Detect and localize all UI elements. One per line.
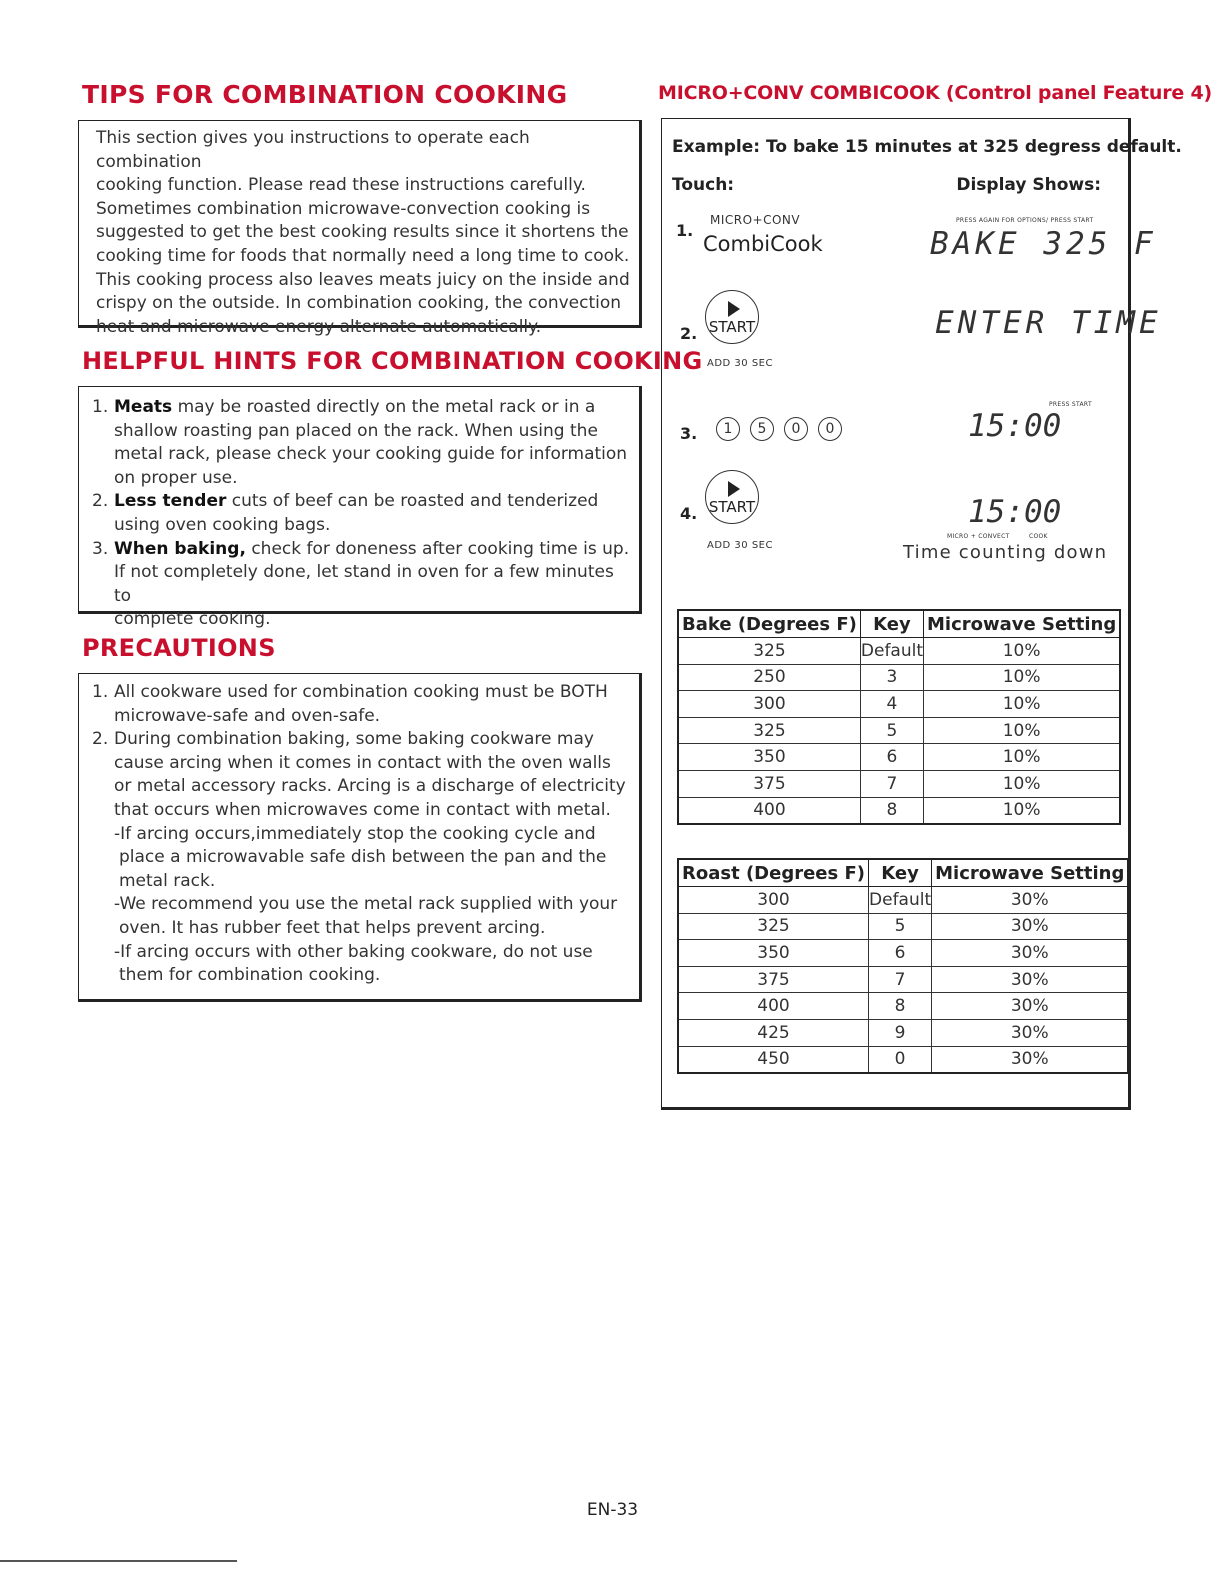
table-cell: Default: [869, 887, 932, 914]
table-cell: 400: [678, 797, 860, 824]
precautions-heading: PRECAUTIONS: [82, 634, 276, 662]
divider: [0, 1560, 237, 1562]
column-header: Roast (Degrees F): [678, 859, 869, 887]
table-row: [678, 664, 1120, 691]
tips-heading: TIPS FOR COMBINATION COOKING: [82, 80, 568, 109]
table-cell: 30%: [932, 1046, 1129, 1073]
start-button[interactable]: [705, 290, 759, 344]
lcd-display: ENTER TIME: [935, 305, 1162, 341]
table-cell: 300: [678, 887, 869, 914]
precaution-text: place a microwavable safe dish between the pan and the: [119, 847, 607, 868]
start-label: START: [708, 318, 756, 336]
table-cell: 0: [869, 1046, 932, 1073]
table-row: [678, 797, 1120, 824]
table-cell: 10%: [924, 664, 1121, 691]
hint-number: 3.: [92, 538, 109, 559]
precaution-text: oven. It has rubber feet that helps prevent arcing.: [119, 917, 546, 938]
hints-heading: HELPFUL HINTS FOR COMBINATION COOKING: [82, 347, 703, 375]
bake-table: [677, 609, 1121, 825]
hint-text: If not completely done, let stand in oven for a few minutes to: [114, 562, 614, 606]
lcd-display: BAKE 325 F: [930, 226, 1157, 262]
display-note: COOK: [1029, 533, 1048, 540]
hint-item-1: [92, 396, 633, 490]
table-cell: 30%: [932, 993, 1129, 1020]
table-cell: 325: [678, 638, 860, 665]
table-cell: 6: [860, 744, 923, 771]
table-header-row: [678, 610, 1120, 638]
hint-text: check for doneness after cooking time is up.: [245, 538, 630, 559]
number-keys: [716, 417, 842, 441]
table-row: [678, 770, 1120, 797]
hint-number: 2.: [92, 491, 109, 512]
table-cell: 375: [678, 770, 860, 797]
table-cell: 425: [678, 1019, 869, 1046]
hint-item-2: [92, 490, 633, 537]
table-cell: 8: [869, 993, 932, 1020]
precaution-item-2: [92, 728, 633, 822]
display-note: MICRO + CONVECT: [947, 533, 1010, 540]
table-row: [678, 717, 1120, 744]
lcd-display: 15:00: [968, 408, 1062, 444]
table-cell: Default: [860, 638, 923, 665]
table-cell: 10%: [924, 744, 1121, 771]
column-header: Key: [860, 610, 923, 638]
table-row: [678, 887, 1128, 914]
play-icon: [728, 301, 740, 317]
hint-item-3: [92, 538, 633, 632]
start-button[interactable]: [705, 470, 759, 524]
precaution-text: microwave-safe and oven-safe.: [114, 705, 381, 726]
display-note: PRESS START: [1049, 401, 1092, 408]
table-cell: 450: [678, 1046, 869, 1073]
column-header: Microwave Setting: [924, 610, 1121, 638]
start-label: START: [708, 498, 756, 516]
precaution-item-1: [92, 681, 633, 728]
table-cell: 10%: [924, 638, 1121, 665]
time-counting-caption: Time counting down: [903, 542, 1108, 563]
hint-text: may be roasted directly on the metal rack or in a: [172, 397, 596, 417]
tips-line: heat and microwave energy alternate automatically.: [96, 316, 542, 337]
precaution-text: or metal accessory racks. Arcing is a discharge of electricity: [114, 776, 626, 797]
table-row: [678, 913, 1128, 940]
table-cell: 350: [678, 744, 860, 771]
table-cell: 8: [860, 797, 923, 824]
table-row: [678, 1019, 1128, 1046]
number-key-0[interactable]: 0: [784, 417, 808, 441]
hint-text: metal rack, please check your cooking guide for information: [114, 444, 628, 465]
table-row: [678, 940, 1128, 967]
add-30-sec-label: ADD 30 SEC: [707, 358, 773, 369]
add-30-sec-label: ADD 30 SEC: [707, 540, 773, 551]
hint-bold: Less tender: [114, 491, 227, 512]
precaution-note: [92, 823, 633, 894]
table-cell: 30%: [932, 913, 1129, 940]
table-cell: 4: [860, 691, 923, 718]
column-header: Key: [869, 859, 932, 887]
column-header: Microwave Setting: [932, 859, 1129, 887]
precaution-text: During combination baking, some baking cookware may: [114, 729, 594, 750]
table-cell: 7: [869, 966, 932, 993]
column-header: Bake (Degrees F): [678, 610, 860, 638]
example-text: Example: To bake 15 minutes at 325 degress default.: [672, 137, 1182, 157]
precaution-text: that occurs when microwaves come in contact with metal.: [114, 799, 611, 820]
number-key-5[interactable]: 5: [750, 417, 774, 441]
roast-table: [677, 858, 1129, 1074]
table-cell: 9: [869, 1019, 932, 1046]
table-row: [678, 744, 1120, 771]
display-note: PRESS AGAIN FOR OPTIONS/ PRESS START: [956, 217, 1094, 224]
table-cell: 30%: [932, 887, 1129, 914]
hint-text: shallow roasting pan placed on the rack. When using the: [114, 420, 598, 441]
table-cell: 325: [678, 913, 869, 940]
table-cell: 30%: [932, 940, 1129, 967]
tips-line: suggested to get the best cooking results since it shortens the: [96, 222, 629, 243]
table-row: [678, 691, 1120, 718]
tips-line: cooking function. Please read these instructions carefully.: [96, 175, 586, 196]
table-row: [678, 1046, 1128, 1073]
table-row: [678, 993, 1128, 1020]
table-cell: 10%: [924, 797, 1121, 824]
step-1-number: 1.: [676, 221, 694, 240]
precaution-text: -If arcing occurs with other baking cookware, do not use: [114, 941, 593, 962]
table-cell: 3: [860, 664, 923, 691]
precaution-text: All cookware used for combination cooking must be BOTH: [114, 682, 608, 702]
table-cell: 400: [678, 993, 869, 1020]
table-cell: 10%: [924, 691, 1121, 718]
touch-label: Touch:: [672, 175, 735, 195]
hint-bold: Meats: [114, 397, 173, 417]
number-key-1[interactable]: 1: [716, 417, 740, 441]
precaution-number: 2.: [92, 729, 109, 750]
precaution-number: 1.: [92, 682, 109, 702]
precaution-text: them for combination cooking.: [119, 965, 381, 986]
table-cell: 10%: [924, 770, 1121, 797]
display-shows-label: Display Shows:: [956, 175, 1101, 195]
table-row: [678, 966, 1128, 993]
hint-bold: When baking,: [114, 538, 246, 559]
number-key-0[interactable]: 0: [818, 417, 842, 441]
tips-line: cooking time for foods that normally need a long time to cook.: [96, 245, 630, 266]
hint-text: using oven cooking bags.: [114, 514, 331, 535]
table-cell: 300: [678, 691, 860, 718]
precautions-box: [78, 673, 642, 1002]
table-cell: 375: [678, 966, 869, 993]
tips-line: This cooking process also leaves meats juicy on the inside and: [96, 269, 630, 290]
table-cell: 6: [869, 940, 932, 967]
tips-line: This section gives you instructions to operate each combination: [96, 128, 530, 172]
precaution-text: -We recommend you use the metal rack supplied with your: [114, 894, 618, 915]
table-cell: 350: [678, 940, 869, 967]
hint-text: cuts of beef can be roasted and tenderized: [226, 491, 599, 512]
precaution-text: -If arcing occurs,immediately stop the cooking cycle and: [114, 823, 596, 844]
table-cell: 10%: [924, 717, 1121, 744]
table-cell: 5: [860, 717, 923, 744]
lcd-display: 15:00: [968, 494, 1062, 530]
table-cell: 250: [678, 664, 860, 691]
step-3-number: 3.: [680, 424, 698, 443]
tips-box: [78, 120, 642, 337]
step-2-number: 2.: [680, 324, 698, 343]
play-icon: [728, 481, 740, 497]
step-4-number: 4.: [680, 504, 698, 523]
precaution-note: [92, 941, 633, 988]
table-row: [678, 638, 1120, 665]
precaution-text: metal rack.: [119, 870, 216, 891]
page-number: EN-33: [586, 1500, 639, 1520]
precaution-note: [92, 893, 633, 940]
table-cell: 7: [860, 770, 923, 797]
table-cell: 30%: [932, 966, 1129, 993]
table-cell: 325: [678, 717, 860, 744]
hint-text: complete cooking.: [114, 609, 271, 630]
table-cell: 30%: [932, 1019, 1129, 1046]
combicook-key[interactable]: CombiCook: [703, 232, 823, 256]
hints-box: [78, 386, 642, 630]
tips-line: Sometimes combination microwave-convection cooking is: [96, 198, 591, 219]
table-cell: 5: [869, 913, 932, 940]
tips-line: crispy on the outside. In combination cooking, the convection: [96, 293, 622, 314]
micro-conv-heading: MICRO+CONV COMBICOOK (Control panel Feature 4): [658, 82, 1212, 104]
table-header-row: [678, 859, 1128, 887]
hint-number: 1.: [92, 397, 109, 417]
hint-text: on proper use.: [114, 467, 238, 488]
precaution-text: cause arcing when it comes in contact with the oven walls: [114, 752, 611, 773]
micro-conv-key-label: MICRO+CONV: [710, 213, 801, 227]
